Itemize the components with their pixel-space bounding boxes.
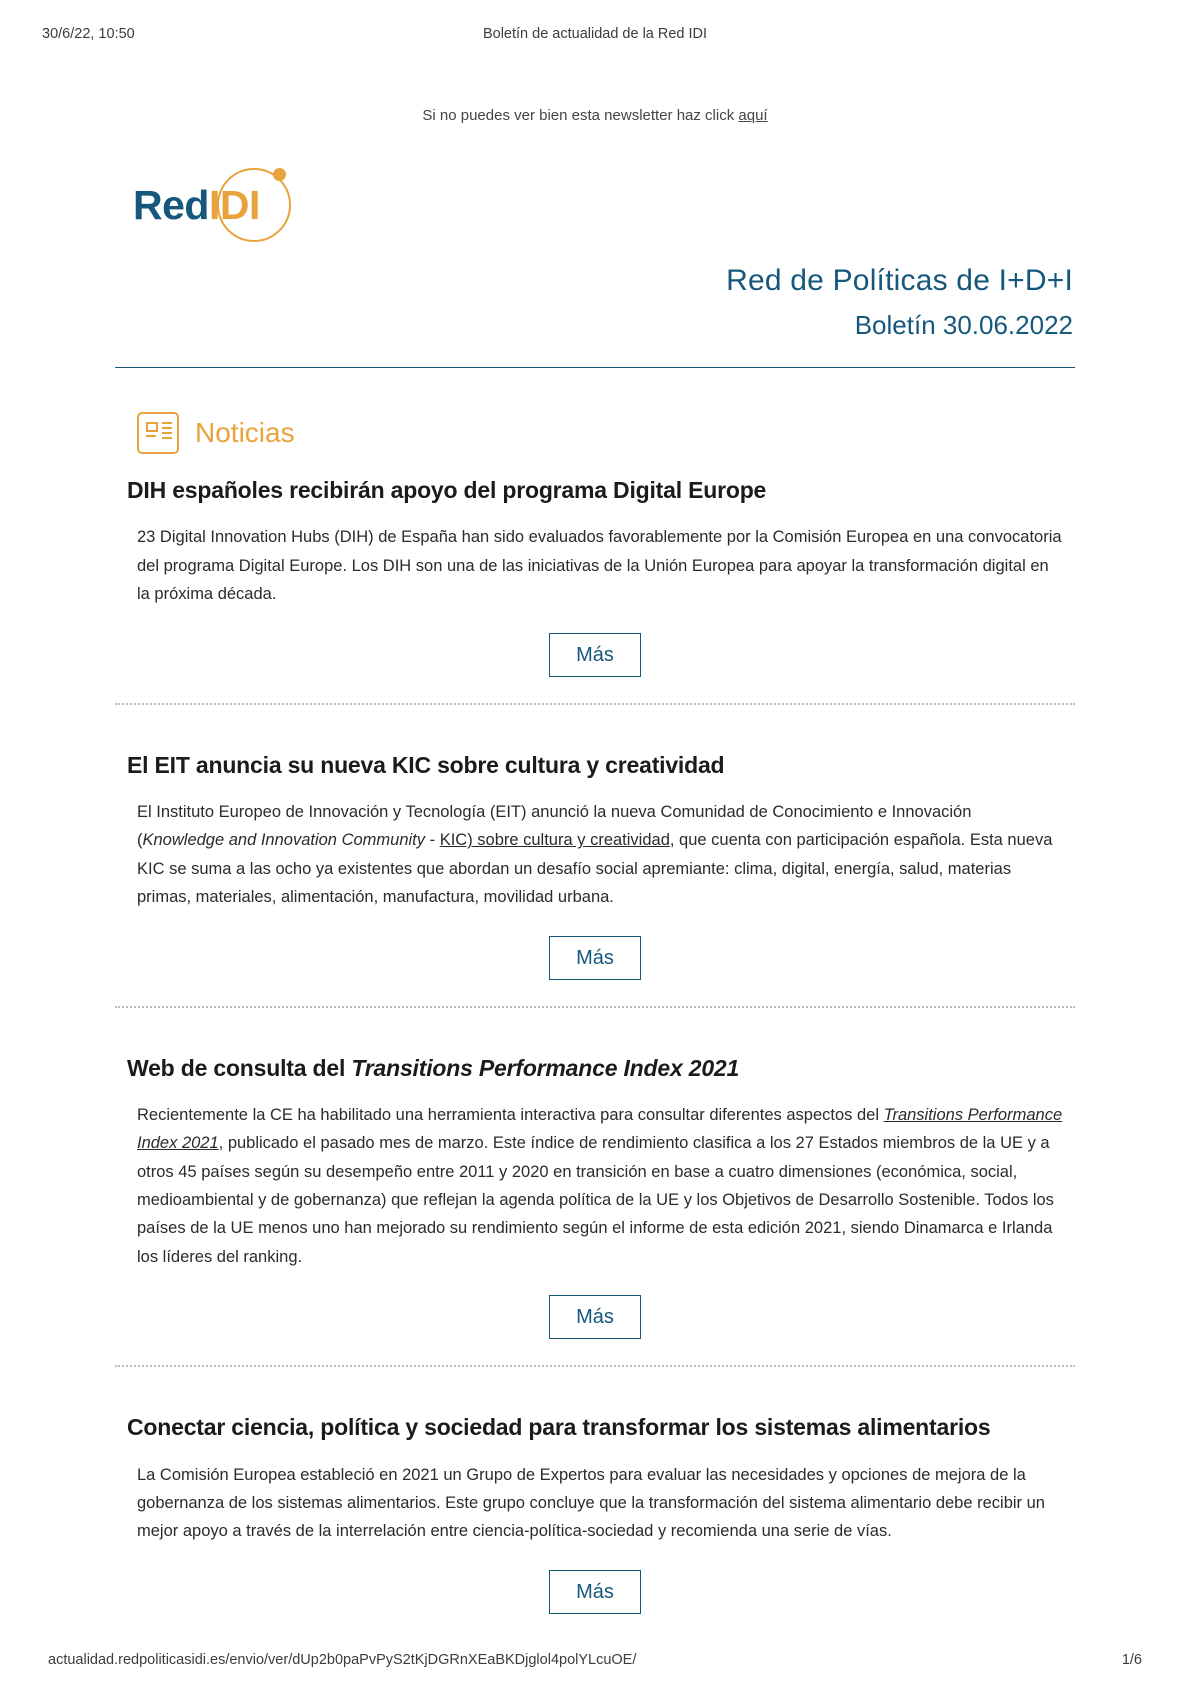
logo-text-idi: IDI (208, 182, 260, 228)
article-title-italic: Transitions Performance Index 2021 (351, 1054, 740, 1081)
article-body (137, 798, 1063, 912)
article-title-part: Web de consulta del (127, 1054, 352, 1081)
article-inline-link[interactable]: Transitions Performance Index 2021 (137, 1105, 1063, 1153)
print-date-time: 30/6/22, 10:50 (42, 26, 135, 42)
article-title (127, 1054, 1063, 1083)
article-body-part: El Instituto Europeo de Innovación y Tecnología (EIT) anunció la nueva Comunidad de Conocimiento e Innovación ( (137, 803, 972, 850)
newspaper-icon (137, 412, 179, 454)
article-list (115, 476, 1075, 1614)
print-page-number: 1/6 (1121, 1652, 1142, 1668)
webview-note-text: Si no puedes ver bien esta newsletter haz click (422, 107, 735, 124)
article-item (115, 703, 1075, 980)
article-item (115, 1006, 1075, 1340)
section-title: Noticias (195, 417, 295, 448)
article-title: El EIT anuncia su nueva KIC sobre cultura y creatividad (127, 751, 725, 778)
more-button[interactable]: Más (549, 936, 641, 980)
article-title: Conectar ciencia, política y sociedad para transformar los sistemas alimentarios (127, 1414, 991, 1441)
section-header-noticias (137, 412, 1075, 454)
more-button[interactable]: Más (549, 1570, 641, 1614)
logo-text-red: Red (133, 182, 209, 228)
header-divider (115, 367, 1075, 368)
webview-note (0, 107, 1190, 124)
article-item (115, 476, 1075, 677)
newsletter-issue: Boletín 30.06.2022 (854, 310, 1073, 340)
webview-note-link[interactable]: aquí (738, 107, 768, 124)
newsletter-title: Red de Políticas de I+D+I (726, 264, 1073, 297)
logo-dot-icon (273, 168, 286, 181)
article-body (137, 1101, 1063, 1271)
article-inline-link[interactable]: KIC) sobre cultura y creatividad (439, 831, 670, 850)
article-title: DIH españoles recibirán apoyo del programa Digital Europe (127, 477, 767, 503)
print-source-url: actualidad.redpoliticasidi.es/envio/ver/dUp2b0paPvPyS2tKjDGRnXEaBKDjglol4polYLcuOE/ (48, 1652, 637, 1668)
more-button[interactable]: Más (549, 633, 641, 677)
article-body-part: - (425, 831, 440, 850)
article-body-part: , que cuenta con participación española. Esta nueva KIC se suma a las ocho ya existentes que abordan un desafío social apremiante: clima, digital, energía, salud, materias primas, materiales, alimentación, manufactura, movilidad urbana. (137, 831, 1053, 907)
print-header (0, 26, 1190, 42)
more-button[interactable]: Más (549, 1295, 641, 1339)
article-body: 23 Digital Innovation Hubs (DIH) de España han sido evaluados favorablemente por la Comisión Europea en una convocatoria del programa Digital Europe. Los DIH son una de las iniciativas de la Unión Europea para apoyar la transformación digital en la próxima década. (137, 528, 1062, 604)
article-body-italic: Knowledge and Innovation Community (142, 831, 426, 850)
brand-logo (133, 162, 1075, 254)
print-document-title: Boletín de actualidad de la Red IDI (482, 26, 708, 42)
newsletter-header (115, 264, 1075, 341)
article-item (115, 1365, 1075, 1614)
newsletter-content (0, 95, 1190, 1640)
newsletter-body (115, 162, 1075, 1614)
article-body-part: Recientemente la CE ha habilitado una herramienta interactiva para consultar diferentes aspectos del (137, 1105, 884, 1124)
article-body-part: , publicado el pasado mes de marzo. Este índice de rendimiento clasifica a los 27 Estados miembros de la UE y a otros 45 países según su desempeño entre 2011 y 2020 en transición en base a cuatro dimensiones (económica, social, medioambiental y de gobernanza) que reflejan la agenda política de la UE y los Objetivos de Desarrollo Sostenible. Todos los países de la UE menos uno han mejorado su rendimiento según el informe de esta edición 2021, siendo Dinamarca e Irlanda los líderes del ranking. (137, 1134, 1054, 1266)
article-body: La Comisión Europea estableció en 2021 un Grupo de Expertos para evaluar las necesidades y opciones de mejora de la gobernanza de los sistemas alimentarios. Este grupo concluye que la transformación del sistema alimentario debe recibir un mejor apoyo a través de la interrelación entre ciencia-política-sociedad y recomienda una serie de vías. (137, 1465, 1045, 1541)
